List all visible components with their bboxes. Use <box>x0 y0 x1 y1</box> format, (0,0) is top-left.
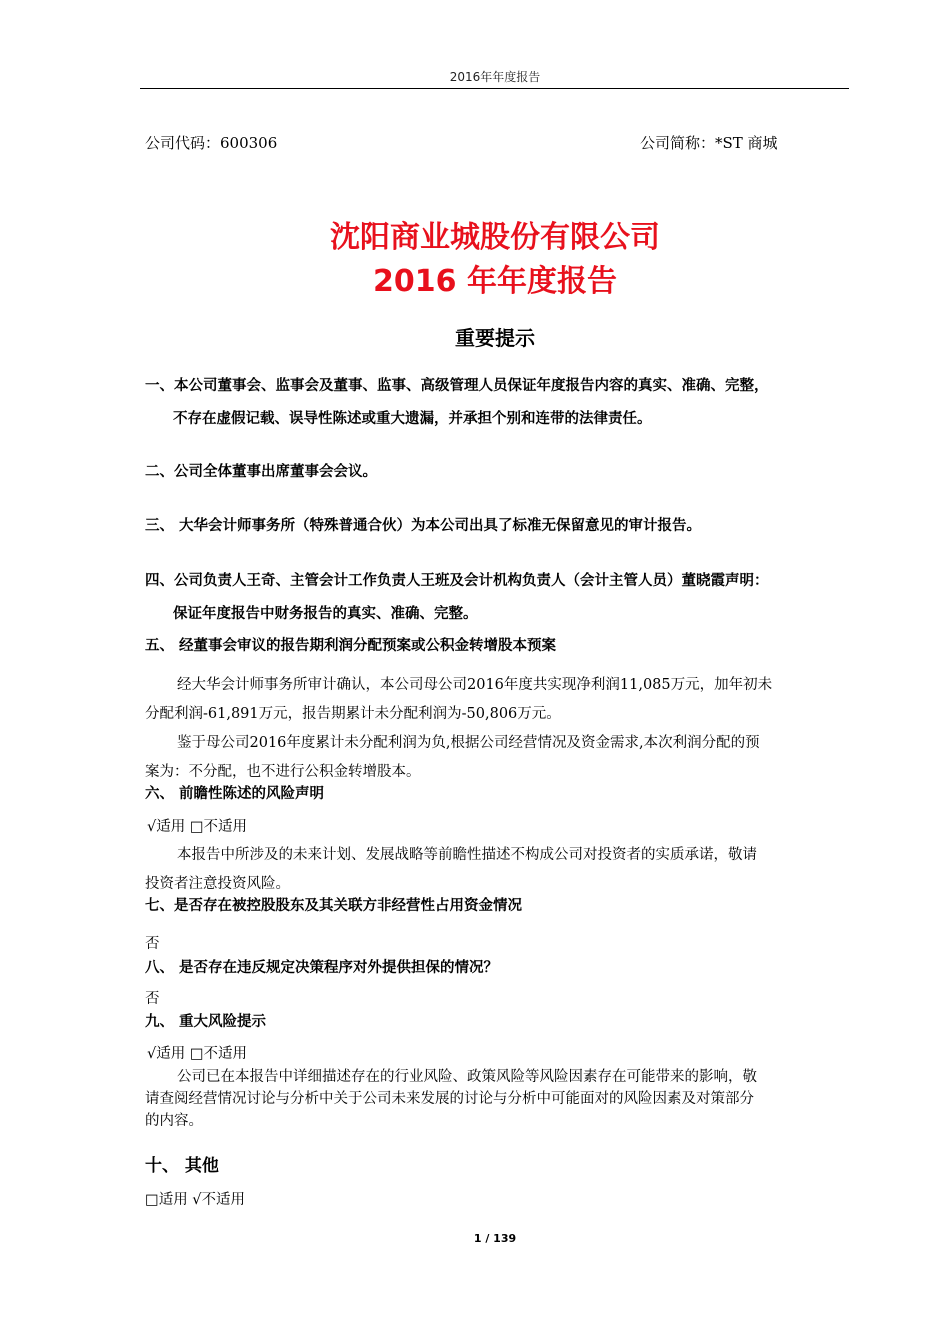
item-5-paragraph-1-line-1: 经大华会计师事务所审计确认，本公司母公司2016年度共实现净利润11,085万元，加年初未 <box>177 677 773 693</box>
item-8-answer: 否 <box>145 991 160 1007</box>
notice-item-1-line-1: 一、本公司董事会、监事会及董事、监事、高级管理人员保证年度报告内容的真实、准确、完整， <box>145 378 769 394</box>
notice-item-8-heading: 八、 是否存在违反规定决策程序对外提供担保的情况？ <box>145 960 499 976</box>
item-9-paragraph-line-2: 请查阅经营情况讨论与分析中关于公司未来发展的讨论与分析中可能面对的风险因素及对策部分 <box>145 1091 754 1107</box>
header-rule <box>140 88 849 89</box>
item-5-paragraph-1-line-2: 分配利润-61,891万元，报告期累计未分配利润为-50,806万元。 <box>145 706 561 722</box>
important-notice-heading: 重要提示 <box>455 326 535 350</box>
running-header: 2016年年度报告 <box>449 70 541 84</box>
notice-item-1-line-2: 不存在虚假记载、误导性陈述或重大遗漏，并承担个别和连带的法律责任。 <box>173 411 652 427</box>
page-number: 1 / 139 <box>473 1232 517 1245</box>
company-code: 公司代码：600306 <box>145 134 278 152</box>
notice-item-4-line-1: 四、公司负责人王奇、主管会计工作负责人王班及会计机构负责人（会计主管人员）董晓霞声明： <box>145 573 769 589</box>
item-7-answer: 否 <box>145 936 160 952</box>
item-10-applicability: □适用 √不适用 <box>145 1192 246 1208</box>
item-6-applicability: √适用 □不适用 <box>147 819 248 835</box>
report-title-year: 2016 年年度报告 <box>373 264 617 299</box>
notice-item-5-heading: 五、 经董事会审议的报告期利润分配预案或公积金转增股本预案 <box>145 638 557 654</box>
notice-item-3: 三、 大华会计师事务所（特殊普通合伙）为本公司出具了标准无保留意见的审计报告。 <box>145 518 702 534</box>
company-abbreviation: 公司简称：*ST 商城 <box>640 134 778 152</box>
item-9-applicability: √适用 □不适用 <box>147 1046 248 1062</box>
item-6-paragraph-line-1: 本报告中所涉及的未来计划、发展战略等前瞻性描述不构成公司对投资者的实质承诺，敬请 <box>177 847 757 863</box>
item-6-paragraph-line-2: 投资者注意投资风险。 <box>145 876 290 892</box>
item-5-paragraph-2-line-1: 鉴于母公司2016年度累计未分配利润为负,根据公司经营情况及资金需求,本次利润分配的预 <box>177 735 760 751</box>
notice-item-6-heading: 六、 前瞻性陈述的风险声明 <box>145 786 325 802</box>
item-9-paragraph-line-3: 的内容。 <box>145 1113 203 1129</box>
notice-item-2: 二、公司全体董事出席董事会会议。 <box>145 464 377 480</box>
notice-item-9-heading: 九、 重大风险提示 <box>145 1014 267 1030</box>
report-title-company: 沈阳商业城股份有限公司 <box>330 220 660 255</box>
item-5-paragraph-2-line-2: 案为：不分配，也不进行公积金转增股本。 <box>145 764 421 780</box>
item-9-paragraph-line-1: 公司已在本报告中详细描述存在的行业风险、政策风险等风险因素存在可能带来的影响，敬 <box>177 1069 757 1085</box>
notice-item-7-heading: 七、是否存在被控股股东及其关联方非经营性占用资金情况 <box>145 898 522 914</box>
notice-item-10-heading: 十、 其他 <box>145 1156 219 1176</box>
notice-item-4-line-2: 保证年度报告中财务报告的真实、准确、完整。 <box>173 606 478 622</box>
